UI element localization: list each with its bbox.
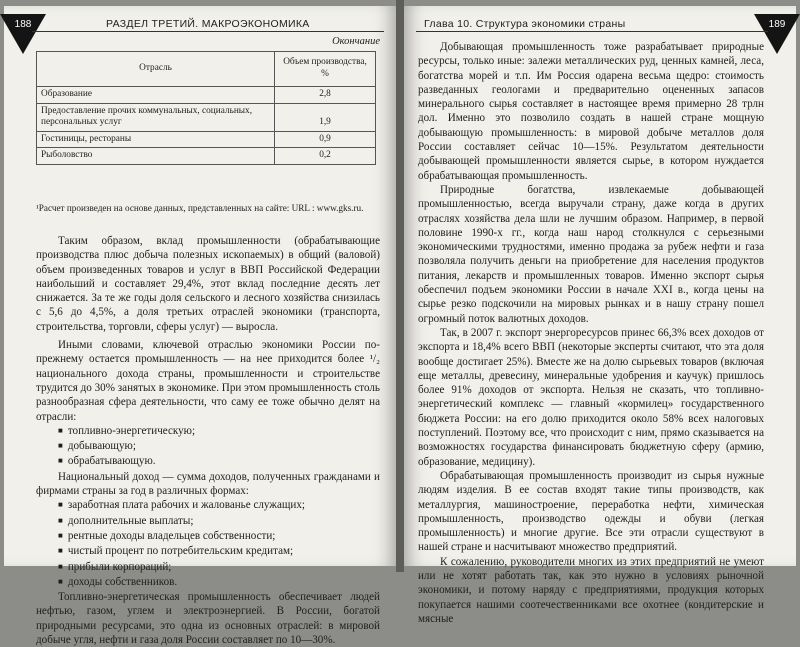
right-header-title: Глава 10. Структура экономики страны [424,18,626,30]
book-gutter [396,0,404,572]
paragraph: К сожалению, руководители многих из этих предприятий не умеют или не хотят работать так, как это нужно в условиях рыночной экономики, и потому наряду с предприятиями, продукция которых покупается нашими соотечественниками все охотнее (кондитерские и мясные [418,555,764,625]
right-running-header [416,10,768,32]
list-item: ■ чистый процент по потребительским кредитам; [36,544,380,559]
table-cell-name: Предоставление прочих коммунальных, социальных, персональных услуг [37,103,275,131]
table-cell-name: Гостиницы, рестораны [37,131,275,148]
list-item: ■ доходы собственников. [36,575,380,590]
table-cell-value: 0,2 [275,148,376,165]
paragraph: Природные богатства, извлекаемые добывающей промышленностью, всегда выручали страну, даже когда в других отраслях хозяйства дела шли не лучшим образом. Например, в первой половине 1990-х гг., когда наш народ столкнулся с серьезными экономическими трудностями, именно продажа за рубеж нефти и газа позволяла получить деньги на приобретение для населения продуктов питания, лекарств и промышленных товаров. Именно экспорт сырья обеспечил подъем экономики России в начале XXI в., когда цены на сырье резко подскочили на мировых рынках и в нашу страну пошел огромный поток валютных доходов. [418,183,764,325]
left-body-text [36,234,380,647]
table-row [37,131,376,148]
table-caption: Окончание [332,36,380,47]
industry-table [36,51,376,165]
table-footnote: ¹Расчет произведен на основе данных, представленных на сайте: URL : www.gks.ru. [36,203,364,213]
list-item: ■ прибыли корпораций; [36,560,380,575]
table-row [37,148,376,165]
table-cell-name: Рыболовство [37,148,275,165]
table-row [37,103,376,131]
paragraph: Обрабатывающая промышленность производит из сырья нужные людям изделия. В ее состав входят такие типы производств, как металлургия, машиностроение, переработка нефти, химическая промышленность, производство одежды и обуви (легкая промышленность) и многие другие. Все эти отрасли существуют в нашей стране и насчитывают множество предприятий. [418,469,764,554]
paragraph: Так, в 2007 г. экспорт энергоресурсов принес 66,3% всех доходов от экспорта и 18,4% всего ВВП (некоторые эксперты считают, что эта доля вообще достигает 25%). Вместе же на долю сырьевых товаров (включая еще металлы, древесину, минеральные удобрения и каучук) пришлось более 91% доходов от экспорта. Нельзя не сказать, что топливно-энергетический комплекс — главный «кормилец» государственного бюджета России: на его долю приходится около 58% всех налоговых поступлений. Поэтому все, что происходит с ним, прямо сказывается на возможностях государства финансировать бюджетную сферу (армию, образование, медицину). [418,326,764,468]
table-row [37,87,376,104]
left-page [4,6,396,647]
left-page-number: 188 [14,19,32,30]
table-cell-value: 2,8 [275,87,376,104]
table-cell-value: 1,9 [275,103,376,131]
table-cell-name: Образование [37,87,275,104]
list-item: ■ заработная плата рабочих и жалованье служащих; [36,498,380,513]
right-page-number: 189 [768,19,786,30]
left-header-title: РАЗДЕЛ ТРЕТИЙ. МАКРОЭКОНОМИКА [106,18,310,30]
list-item: ■ топливно-энергетическую; [36,424,380,439]
right-page [404,6,796,625]
list-item: ■ обрабатывающую. [36,454,380,469]
table-header-row [37,52,376,87]
paragraph: Топливно-энергетическая промышленность обеспечивает людей нефтью, газом, углем и электроэнергией. В России, богатой природными ресурсами, это одна из основных отраслей: в мировой добыче угля, нефти и газа доля России составляет по 10—30%. [36,591,380,647]
paragraph: Таким образом, вклад промышленности (обрабатывающие производства плюс добыча полезных ископаемых) в общий (валовой) объем произведенных товаров и услуг в ВВП Российской Федерации наибольший и составляет 29,4%, этот вклад последние десять лет снижается. За те же годы доля сельского и лесного хозяйства снизилась с 5,6 до 4,5%, а доля третьих отраслей экономики (транспорта, строительства, торговли, сферы услуг) — выросла. [36,235,380,333]
list-item: ■ добывающую; [36,439,380,454]
paragraph: Иными словами, ключевой отраслью экономики России по-прежнему остается промышленность — на нее приходится более ¹/₂ национального дохода страны, промышленности и строительстве трудится до 30% занятых в экономике. При этом промышленность столь разнообразная сфера деятельности, что саму ее тоже обычно делят на отрасли: [36,339,380,423]
table-header-industry: Отрасль [37,52,275,87]
list-item: ■ дополнительные выплаты; [36,514,380,529]
list-item: ■ рентные доходы владельцев собственности; [36,529,380,544]
right-body-text [418,40,764,626]
table-header-volume: Объем производства, % [275,52,376,87]
paragraph: Добывающая промышленность тоже разрабатывает природные ресурсы, только иные: залежи металлических руд, ценных камней, леса, богатства морей и т.п. Им Россия одарена весьма щедро: стоимость разведанных геологами и предварительно оцененных запасов минерального сырья составляет в настоящее время примерно 28 трлн дол. Именно это позволило создать в нашей стране мощную добывающую промышленность: в мировой добыче металлов доля России составляет сейчас 10—15%. Результатом деятельности добывающей промышленности является сырье, в котором нуждается обрабатывающая промышленность. [418,41,764,182]
table-cell-value: 0,9 [275,131,376,148]
paragraph: Национальный доход — сумма доходов, полученных гражданами и фирмами страны за год в различных формах: [36,470,380,498]
left-running-header [32,10,384,32]
